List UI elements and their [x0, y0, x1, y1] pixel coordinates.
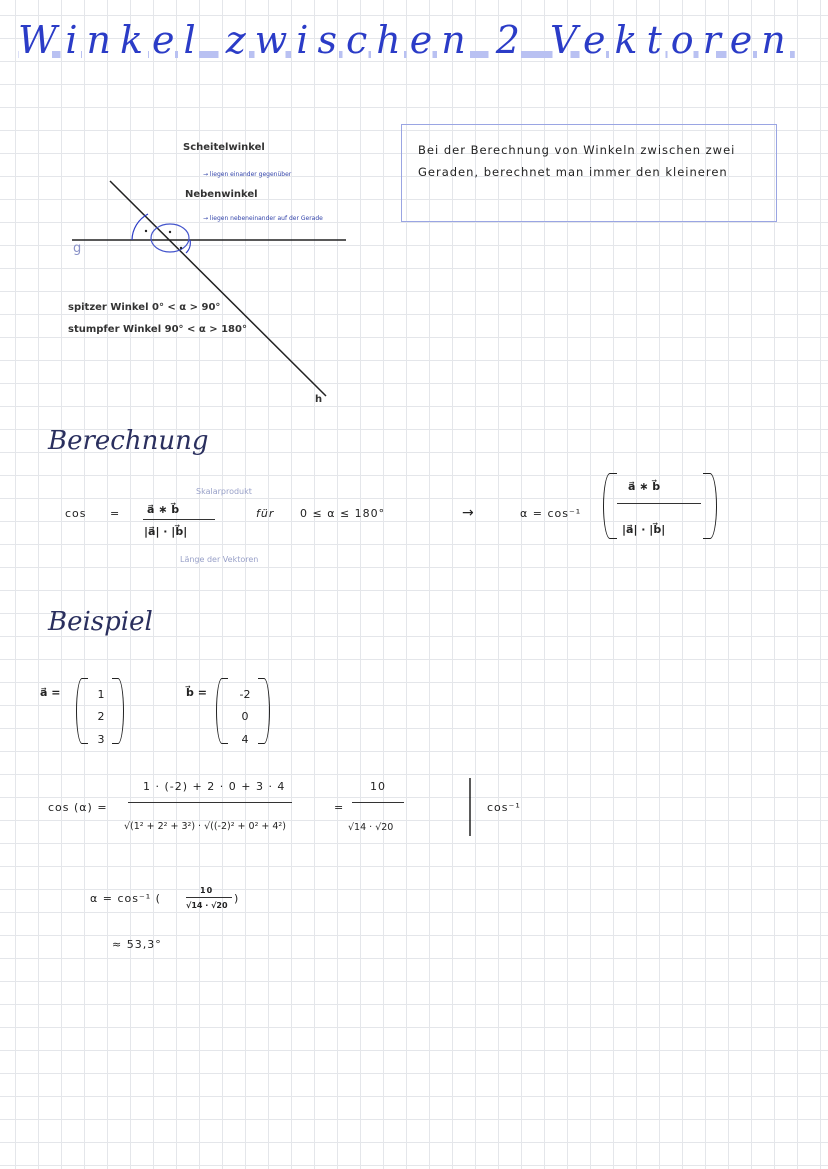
vector-a-left-paren	[76, 678, 88, 744]
final-result: ≈ 53,3°	[112, 938, 162, 951]
beispiel-heading: Beispiel	[48, 607, 153, 637]
alpha-line-fraction-bar	[186, 897, 232, 898]
vector-b-z: 4	[241, 733, 249, 746]
result-denominator: √14 · √20	[348, 822, 394, 833]
left-paren	[603, 473, 617, 539]
angle-dot	[180, 247, 182, 249]
vector-b-left-paren	[216, 678, 228, 744]
angle-range: 0 ≤ α ≤ 180°	[300, 507, 386, 520]
cos-label: cos	[65, 507, 87, 520]
formula-numerator: a⃗ ∗ b⃗	[147, 503, 180, 516]
vector-a-z: 3	[97, 733, 105, 746]
equals-sign: =	[110, 507, 121, 520]
alpha-line-numerator: 10	[200, 886, 214, 895]
line-h	[110, 181, 326, 396]
operation-label: cos⁻¹	[487, 801, 521, 814]
spitzer-winkel: spitzer Winkel 0° < α > 90°	[68, 302, 221, 313]
vector-b-right-paren	[258, 678, 270, 744]
example-equals: =	[334, 801, 345, 814]
cos-alpha-label: cos (α) =	[48, 801, 108, 814]
vector-b-x: -2	[239, 688, 251, 701]
line-g-label: g	[73, 241, 82, 256]
alpha-numerator: a⃗ ∗ b⃗	[628, 480, 661, 493]
angle-dot	[169, 231, 171, 233]
page-title: Winkel zwischen 2 Vektoren	[18, 18, 795, 62]
alpha-line-denominator: √14 · √20	[186, 901, 228, 910]
arrow-icon: →	[462, 505, 475, 521]
nebenwinkel-marker	[151, 224, 189, 252]
scheitelwinkel-label: Scheitelwinkel	[183, 142, 265, 153]
line-h-label: h	[315, 394, 323, 405]
alpha-formula: α = cos⁻¹	[520, 507, 582, 520]
vector-a-right-paren	[112, 678, 124, 744]
formula-denominator: |a⃗| · |b⃗|	[144, 525, 188, 538]
right-paren	[703, 473, 717, 539]
result-fraction-bar	[352, 802, 404, 803]
scheitelwinkel-arc	[132, 214, 148, 240]
example-denominator: √(1² + 2² + 3²) · √((-2)² + 0² + 4²)	[124, 821, 286, 832]
example-numerator: 1 · (-2) + 2 · 0 + 3 · 4	[143, 780, 286, 793]
scheitelwinkel-note: → liegen einander gegenüber	[203, 171, 292, 178]
example-fraction-bar	[128, 802, 292, 803]
laenge-note: Länge der Vektoren	[180, 555, 259, 564]
berechnung-heading: Berechnung	[48, 426, 209, 456]
nebenwinkel-label: Nebenwinkel	[185, 189, 258, 200]
result-numerator: 10	[370, 780, 386, 793]
info-box: Bei der Berechnung von Winkeln zwischen zwei Geraden, berechnet man immer den kleineren	[401, 124, 777, 222]
vector-b-label: b⃗ =	[186, 686, 207, 699]
alpha-fraction-bar	[617, 503, 701, 504]
vector-b-y: 0	[241, 710, 249, 723]
skalarprodukt-note: Skalarprodukt	[196, 487, 252, 496]
angle-dot	[145, 230, 147, 232]
alpha-line: α = cos⁻¹ (	[90, 892, 161, 905]
alpha-denominator: |a⃗| · |b⃗|	[622, 523, 666, 536]
vector-a-y: 2	[97, 710, 105, 723]
alpha-line-close: )	[234, 892, 240, 905]
vector-a-label: a⃗ =	[40, 686, 61, 699]
nebenwinkel-note: → liegen nebeneinander auf der Gerade	[203, 215, 323, 222]
fraction-bar	[143, 519, 215, 520]
fuer-label: für	[256, 507, 275, 520]
stumpfer-winkel: stumpfer Winkel 90° < α > 180°	[68, 324, 247, 335]
vector-a-x: 1	[97, 688, 105, 701]
